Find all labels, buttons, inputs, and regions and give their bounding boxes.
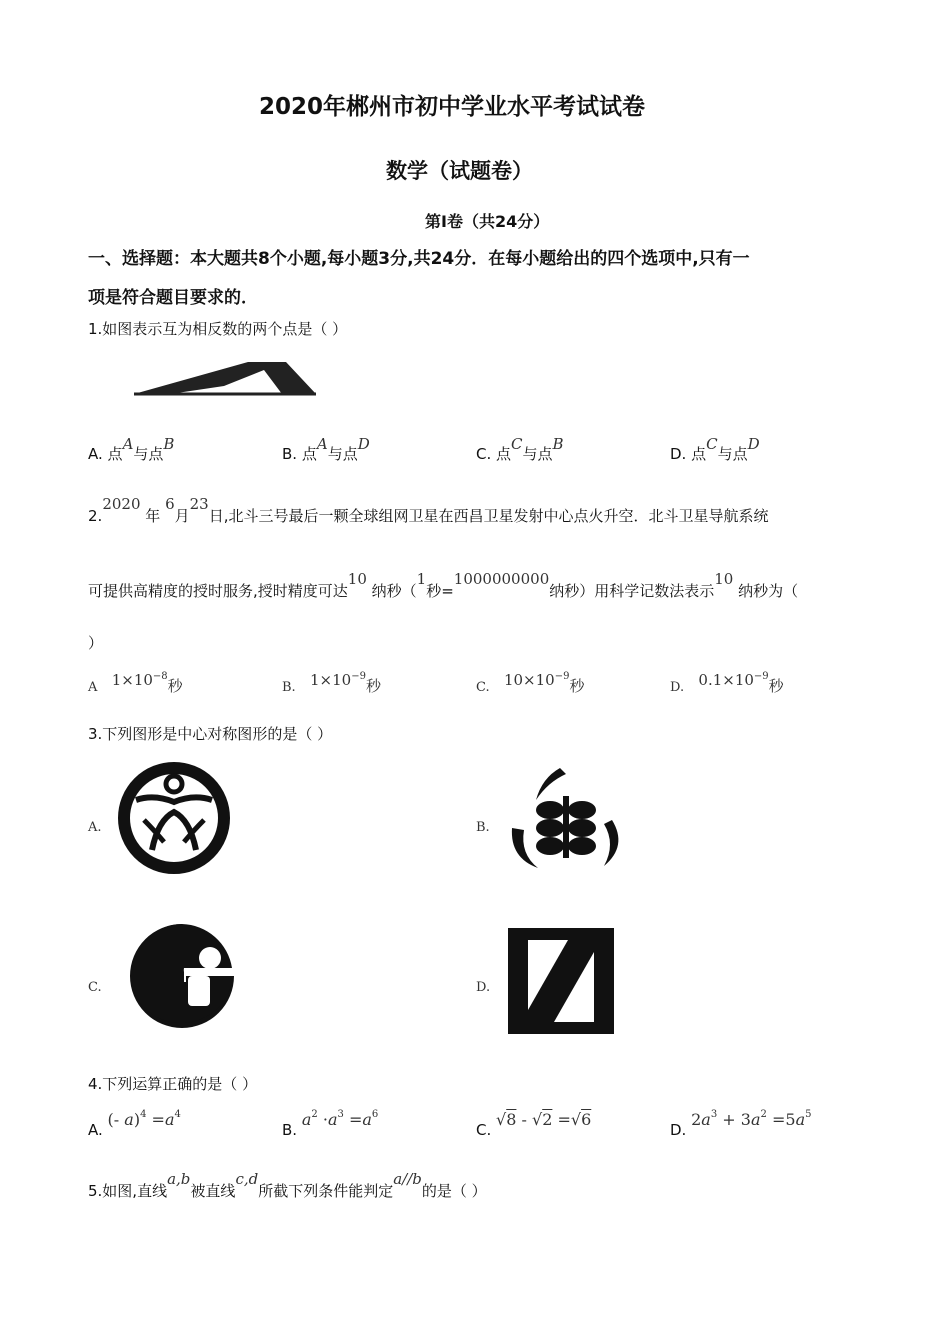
question-1-stem: 1.如图表示互为相反数的两个点是（ ） [88,320,348,338]
q1-option-a[interactable]: A. 点A与点B [88,435,175,463]
question-5-stem: 5.如图,直线a,b被直线c,d所截下列条件能判定a//b的是（ ） [88,1170,487,1200]
q2-option-c[interactable]: C. $10\times 10^{-9}$秒 [476,671,585,695]
q2-option-d[interactable]: D. $0.1\times 10^{-9}$秒 [670,671,784,695]
q1-option-d[interactable]: D. 点C与点D [670,435,760,463]
question-4-stem: 4.下列运算正确的是（ ） [88,1075,258,1093]
question-2-line2: 可提供高精度的授时服务,授时精度可达10 纳秒（1秒=1000000000纳秒）用科学记数法表示10 纳秒为（ [88,570,799,600]
q3-label-a[interactable]: A. [88,820,102,835]
section-instructions-line1: 一、选择题：本大题共8个小题,每小题3分,共24分．在每小题给出的四个选项中,只有一 [88,249,750,269]
logo-figure-c[interactable] [124,918,240,1036]
logo-figure-b[interactable] [500,758,635,876]
q4-option-a[interactable]: A. (- $a)^4 =a^4$ [88,1109,181,1139]
q2-option-b[interactable]: B. $1\times 10^{-9}$秒 [282,671,381,695]
q3-label-c[interactable]: C. [88,980,102,995]
q4-option-c[interactable]: C. √8 - √2 =√6 [476,1110,592,1139]
document-title: 2020年郴州市初中学业水平考试试卷 [259,94,646,120]
q2-option-a[interactable]: A $1\times 10^{-8}$秒 [88,671,183,695]
question-2-line1: 2.2020 年 6月23日,北斗三号最后一颗全球组网卫星在西昌卫星发射中心点火升空．北斗卫星导航系统 [88,495,769,525]
q4-option-d[interactable]: D. $2a^3 + 3a^2 =5a^5$ [670,1109,812,1139]
question-3-stem: 3.下列图形是中心对称图形的是（ ） [88,725,333,743]
question-2-line3: ） [88,634,104,652]
q1-option-b[interactable]: B. 点A与点D [282,435,370,463]
q3-label-d[interactable]: D. [476,980,491,995]
logo-figure-d[interactable] [506,926,616,1036]
logo-figure-a[interactable] [114,760,236,878]
document-subtitle: 数学（试题卷） [386,159,533,183]
part-heading: 第Ⅰ卷（共24分） [425,212,550,231]
q1-option-c[interactable]: C. 点C与点B [476,435,564,463]
section-instructions-line2: 项是符合题目要求的． [88,288,258,308]
number-line-figure [130,356,320,401]
q3-label-b[interactable]: B. [476,820,490,835]
q4-option-b[interactable]: B. $a^2 \cdot a^3 =a^6$ [282,1109,379,1139]
